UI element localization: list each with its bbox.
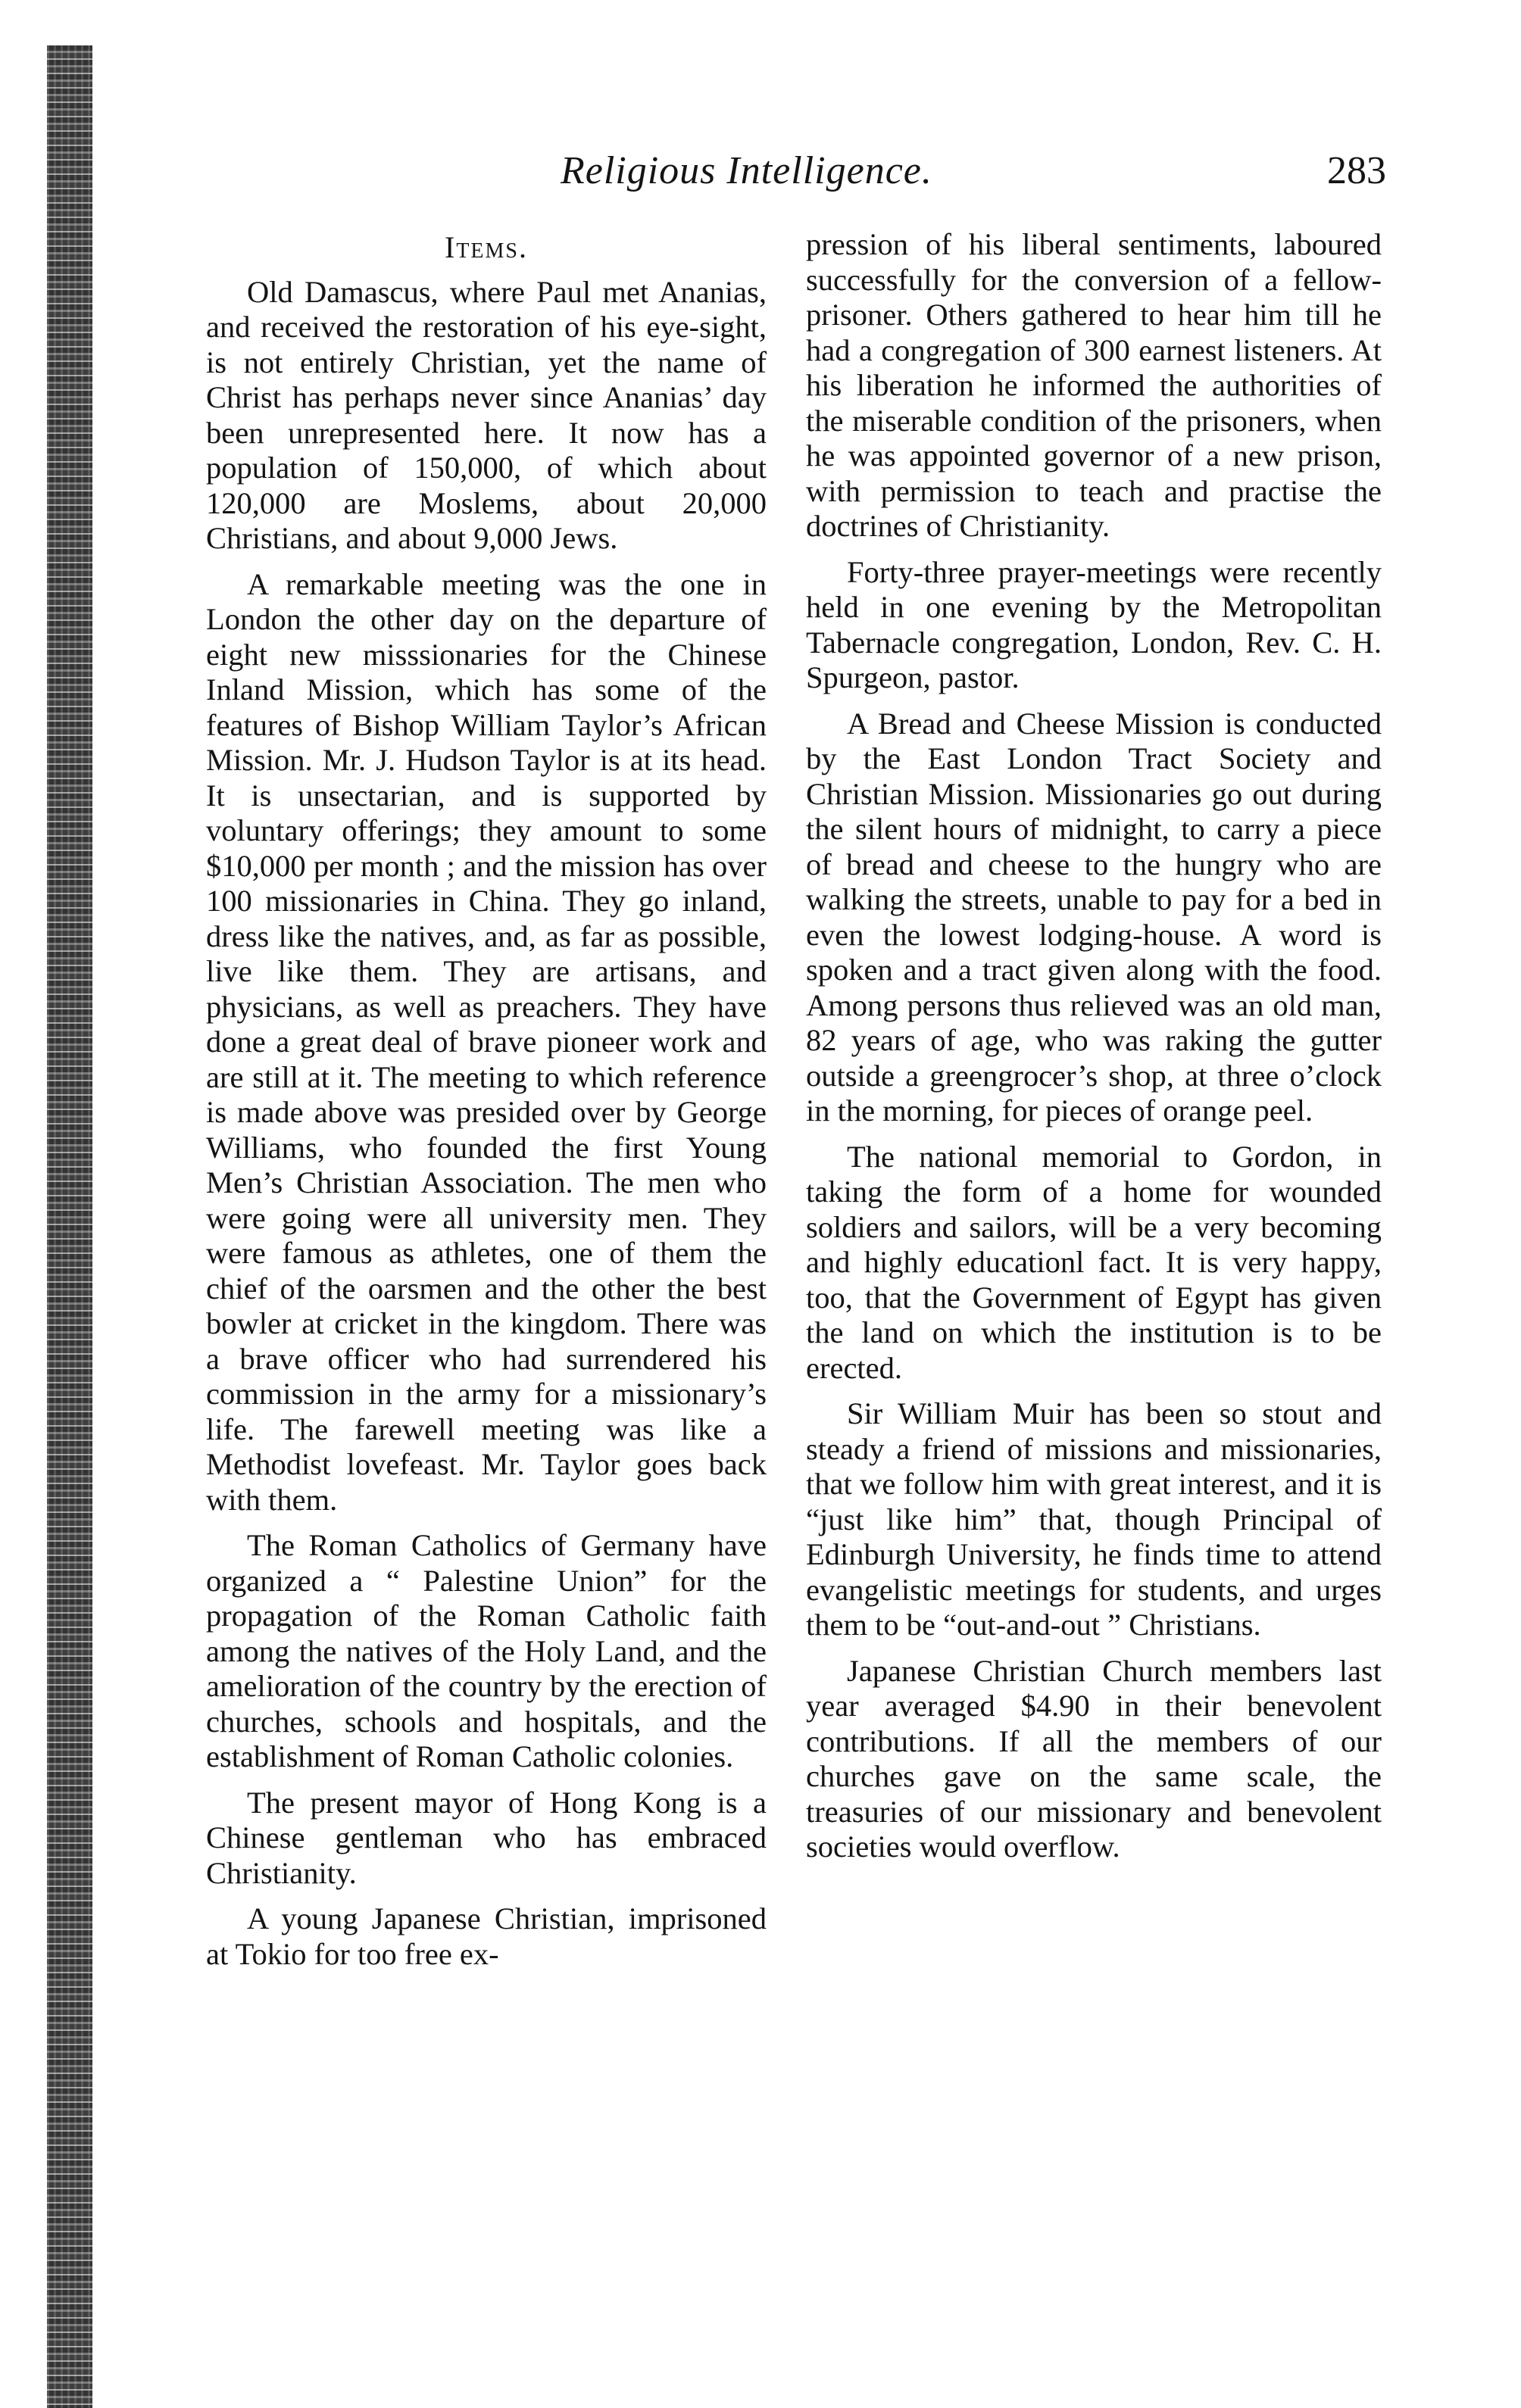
right-column (806, 227, 1382, 1876)
page-number: 283 (1327, 149, 1386, 192)
running-title: Religious Intelligence. (561, 149, 932, 192)
paragraph-palestine-union: The Roman Catholics of Germany have organized a “ Palestine Union” for the propagation of the Roman Catholic faith among the natives of the Holy Land, and the amelioration of the country by the erection of churches, schools and hospitals, and the establishment of Roman Catholic colonies. (206, 1528, 767, 1773)
paragraph-damascus: Old Damascus, where Paul met Ananias, and received the restoration of his eye-sight, is not entirely Christian, yet the name of Christ has perhaps never since Ananias’ day been unrepresented here. It now has a population of 150,000, of which about 120,000 are Moslems, about 20,000 Christians, and about 9,000 Jews. (206, 274, 767, 555)
paragraph-gordon-memorial: The national memorial to Gordon, in taking the form of a home for wounded soldiers and sailors, will be a very becoming and highly educationl fact. It is very happy, too, that the Government of Egypt has given the land on which the institution is to be erected. (806, 1139, 1382, 1385)
book-spine-edge (47, 45, 92, 2408)
paragraph-continuation: pression of his liberal sentiments, laboured successfully for the conversion of a fellow-prisoner. Others gathered to hear him till he had a congregation of 300 earnest listeners. At his liberation he informed the authorities of the miserable condition of the prisoners, when he was appointed governor of a new prison, with permission to teach and practise the doctrines of Christianity. (806, 227, 1382, 543)
section-heading: Items. (445, 230, 528, 264)
paragraph-prayer-meetings: Forty-three prayer-meetings were recently held in one evening by the Metropolitan Tabernacle congregation, London, Rev. C. H. Spurgeon, pastor. (806, 554, 1382, 694)
paragraph-london-meeting: A remarkable meeting was the one in London the other day on the departure of eight new misssionaries for the Chinese Inland Mission, which has some of the features of Bishop William Taylor’s African Mission. Mr. J. Hudson Taylor is at its head. It is unsectarian, and is supported by voluntary offerings; they amount to some $10,000 per month ; and the mission has over 100 missionaries in China. They go inland, dress like the natives, and, as far as possible, live like them. They are artisans, and physicians, as well as preachers. They have done a great deal of brave pioneer work and are still at it. The meeting to which reference is made above was presided over by George Williams, who founded the first Young Men’s Christian Association. The men who were going were all university men. They were famous as athletes, one of them the chief of the oarsmen and the other the best bowler at cricket in the kingdom. There was a brave officer who had surrendered his commission in the army for a missionary’s life. The farewell meeting was like a Methodist lovefeast. Mr. Taylor goes back with them. (206, 566, 767, 1517)
paragraph-hong-kong: The present mayor of Hong Kong is a Chinese gentleman who has embraced Christianity. (206, 1785, 767, 1890)
paragraph-william-muir: Sir William Muir has been so stout and steady a friend of missions and missionaries, that we follow him with great interest, and it is “just like him” that, though Principal of Edinburgh University, he finds time to attend evangelistic meetings for students, and urges them to be “out-and-out ” Christians. (806, 1396, 1382, 1642)
left-column (206, 227, 767, 1982)
paragraph-japanese-church: Japanese Christian Church members last year averaged $4.90 in their benevolent contributions. If all the members of our churches gave on the same scale, the treasuries of our missionary and benevolent societies would overflow. (806, 1653, 1382, 1864)
running-header (530, 148, 1386, 201)
paragraph-bread-cheese-mission: A Bread and Cheese Mission is conducted by the East London Tract Society and Christian Mission. Missionaries go out during the silent hours of midnight, to carry a piece of bread and cheese to the hungry who are walking the streets, unable to pay for a bed in even the lowest lodging-house. A word is spoken and a tract given along with the food. Among persons thus relieved was an old man, 82 years of age, who was raking the gutter outside a greengrocer’s shop, at three o’clock in the morning, for pieces of orange peel. (806, 706, 1382, 1128)
paragraph-japanese-christian: A young Japanese Christian, imprisoned at Tokio for too free ex- (206, 1901, 767, 1971)
